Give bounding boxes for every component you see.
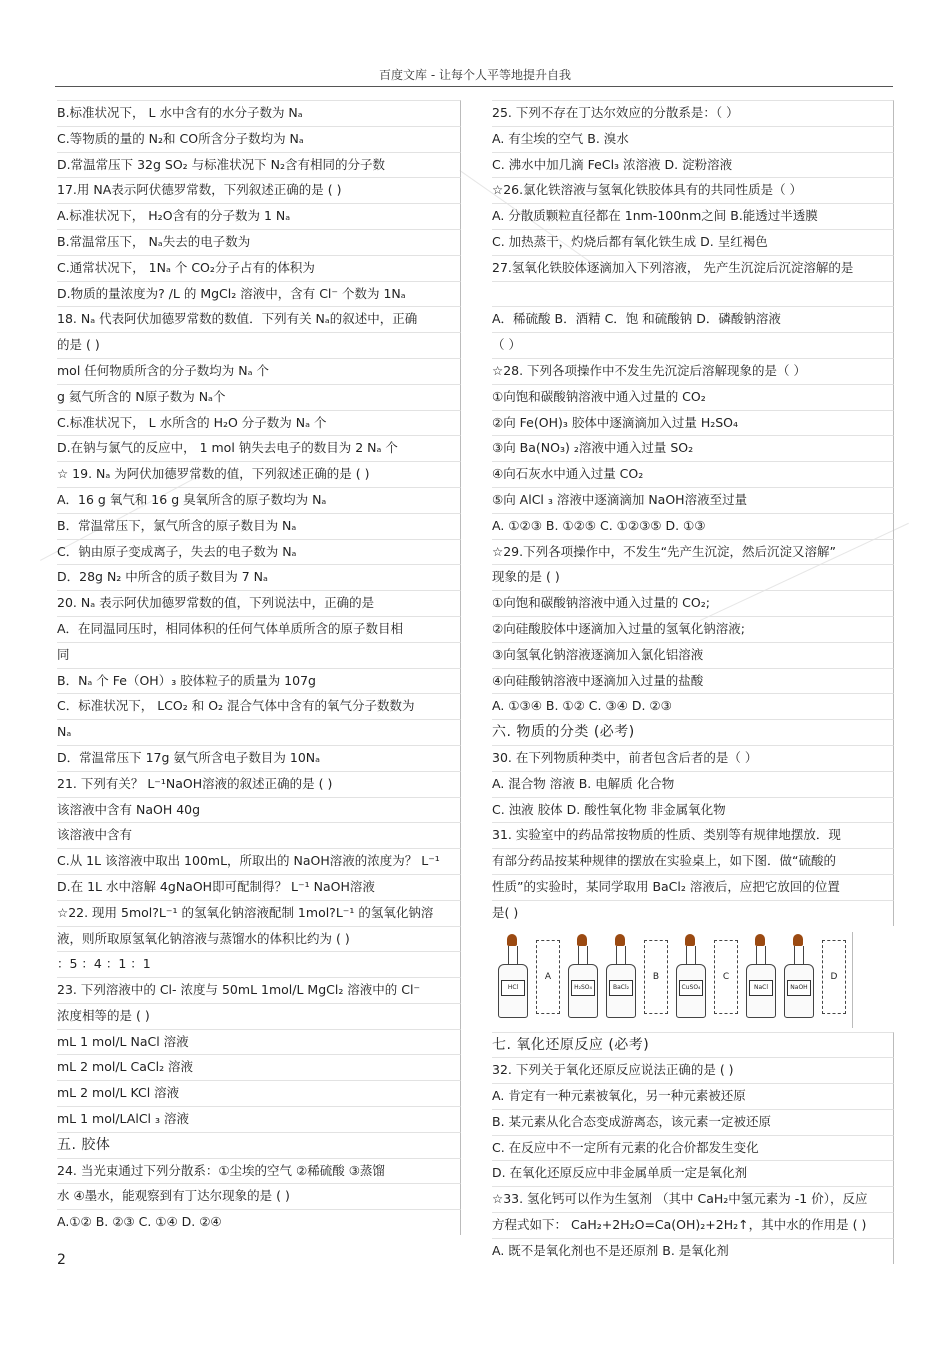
text-line: B.常温常压下， Nₐ失去的电子数为 [57,229,461,255]
text-line: C.标准状况下， L 水所含的 H₂O 分子数为 Nₐ 个 [57,410,461,436]
text-line: C．标准状况下， LCO₂ 和 O₂ 混合气体中含有的氧气分子数数为 [57,693,461,719]
text-line: C.等物质的量的 N₂和 CO所含分子数均为 Nₐ [57,126,461,152]
text-line: C.通常状况下， 1Nₐ 个 CO₂分子占有的体积为 [57,255,461,281]
reagent-bottle [744,934,776,1018]
text-line: ：5 ：4 ：1 ：1 [57,951,461,977]
text-line: B．常温常压下，氯气所含的原子数目为 Nₐ [57,513,461,539]
reagent-bottle [566,934,598,1018]
text-line: 20. Nₐ 表示阿伏加德罗常数的值，下列说法中，正确的是 [57,590,461,616]
text-line: 27.氢氧化铁胶体逐滴加入下列溶液， 先产生沉淀后沉淀溶解的是 [492,255,894,281]
text-line: ③向氢氧化钠溶液逐滴加入氯化铝溶液 [492,642,894,668]
text-line: A. 混合物 溶液 B. 电解质 化合物 [492,771,894,797]
empty-slot: B [644,940,668,1014]
text-line: ③向 Ba(NO₃) ₂溶液中通入过量 SO₂ [492,435,894,461]
text-line: 五. 胶体 [57,1132,461,1158]
text-line: ☆28. 下列各项操作中不发生先沉淀后溶解现象的是（ ） [492,358,894,384]
reagent-bottle [674,934,706,1018]
text-line: 的是 ( ) [57,332,461,358]
text-line: mL 2 mol/L CaCl₂ 溶液 [57,1054,461,1080]
text-line: A. ①③④ B. ①② C. ③④ D. ②③ [492,693,894,719]
text-line: C. 加热蒸干，灼烧后都有氧化铁生成 D. 呈红褐色 [492,229,894,255]
text-line: ☆29.下列各项操作中，不发生“先产生沉淀，然后沉淀又溶解” [492,539,894,565]
text-line: D.常温常压下 32g SO₂ 与标准状况下 N₂含有相同的分子数 [57,152,461,178]
text-line: 21. 下列有关？ L⁻¹NaOH溶液的叙述正确的是 ( ) [57,771,461,797]
text-line: ☆33. 氢化钙可以作为生氢剂 （其中 CaH₂中氢元素为 -1 价），反应 [492,1186,894,1212]
dropper-cap-icon [755,934,765,946]
text-line: A.①② B. ②③ C. ①④ D. ②④ [57,1209,461,1235]
text-line: A. 有尘埃的空气 B. 溴水 [492,126,894,152]
text-line: D. 在氧化还原反应中非金属单质一定是氧化剂 [492,1160,894,1186]
text-line: g 氦气所含的 N原子数为 Nₐ个 [57,384,461,410]
text-line: 七. 氧化还原反应 (必考) [492,1032,894,1058]
text-line: D.在 1L 水中溶解 4gNaOH即可配制得？ L⁻¹ NaOH溶液 [57,874,461,900]
text-line: C. 在反应中不一定所有元素的化合价都发生变化 [492,1135,894,1161]
bottle-neck [508,946,518,965]
text-line: mol 任何物质所含的分子数均为 Nₐ 个 [57,358,461,384]
text-line: D.物质的量浓度为? /L 的 MgCl₂ 溶液中，含有 Cl⁻ 个数为 1Nₐ [57,281,461,307]
text-line: ☆26.氯化铁溶液与氢氧化铁胶体具有的共同性质是（ ） [492,177,894,203]
text-line: mL 1 mol/L NaCl 溶液 [57,1029,461,1055]
text-line: Nₐ [57,719,461,745]
page-number: 2 [57,1252,66,1268]
bottle-label: NaCl [749,980,773,996]
text-line: C.从 1L 该溶液中取出 100mL，所取出的 NaOH溶液的浓度为？ L⁻¹ [57,848,461,874]
bottle-neck [616,946,626,965]
text-line: ☆22. 现用 5mol?L⁻¹ 的氢氧化钠溶液配制 1mol?L⁻¹ 的氢氧化钠溶 [57,900,461,926]
text-line: C. 沸水中加几滴 FeCl₃ 浓溶液 D. 淀粉溶液 [492,152,894,178]
reagent-bottle [496,934,528,1018]
text-line: ⑤向 AlCl ₃ 溶液中逐滴滴加 NaOH溶液至过量 [492,487,894,513]
bottle-label: NaOH [787,980,811,996]
reagent-shelf-figure [492,932,853,1028]
text-line: A. 分散质颗粒直径都在 1nm-100nm之间 B.能透过半透膜 [492,203,894,229]
text-line: A. ①②③ B. ①②⑤ C. ①②③⑤ D. ①③ [492,513,894,539]
text-line: B．Nₐ 个 Fe（OH）₃ 胶体粒子的质量为 107g [57,668,461,694]
text-line: ④向硅酸钠溶液中逐滴加入过量的盐酸 [492,668,894,694]
text-line: 浓度相等的是 ( ) [57,1003,461,1029]
text-line: A．16 g 氧气和 16 g 臭氧所含的原子数均为 Nₐ [57,487,461,513]
page-header: 百度文库 - 让每个人平等地提升自我 [379,68,571,82]
text-line: D.在钠与氯气的反应中， 1 mol 钠失去电子的数目为 2 Nₐ 个 [57,435,461,461]
text-line: A．稀硫酸 B．酒精 C．饱 和硫酸钠 D．磷酸钠溶液 [492,306,894,332]
reagent-bottle [604,934,636,1018]
bottle-neck [756,946,766,965]
text-line: A.标准状况下， H₂O含有的分子数为 1 Nₐ [57,203,461,229]
right-column [492,100,894,1264]
bottle-neck [794,946,804,965]
bottle-neck [578,946,588,965]
dropper-cap-icon [685,934,695,946]
text-line: 17.用 NA表示阿伏德罗常数，下列叙述正确的是 ( ) [57,177,461,203]
bottle-neck [686,946,696,965]
dropper-cap-icon [615,934,625,946]
text-line: 32. 下列关于氧化还原反应说法正确的是 ( ) [492,1057,894,1083]
text-line: C．钠由原子变成离子，失去的电子数为 Nₐ [57,539,461,565]
bottle-label: H₂SO₄ [571,980,595,996]
empty-slot: D [822,940,846,1014]
text-line: 23. 下列溶液中的 Cl- 浓度与 50mL 1mol/L MgCl₂ 溶液中的 Cl⁻ [57,977,461,1003]
text-line [492,281,894,307]
text-line: 性质”的实验时，某同学取用 BaCl₂ 溶液后，应把它放回的位置 [492,874,894,900]
text-line: 是( ) [492,900,894,926]
dropper-cap-icon [793,934,803,946]
text-line: C. 浊液 胶体 D. 酸性氧化物 非金属氧化物 [492,797,894,823]
text-line: A. 肯定有一种元素被氧化，另一种元素被还原 [492,1083,894,1109]
dropper-cap-icon [577,934,587,946]
dropper-cap-icon [507,934,517,946]
reagent-bottle [782,934,814,1018]
text-line: 18. Nₐ 代表阿伏加德罗常数的数值．下列有关 Nₐ的叙述中，正确 [57,306,461,332]
text-line: 有部分药品按某种规律的摆放在实验桌上，如下图．做“硫酸的 [492,848,894,874]
text-line: A．在同温同压时，相同体积的任何气体单质所含的原子数目相 [57,616,461,642]
text-line: D．常温常压下 17g 氨气所含电子数目为 10Nₐ [57,745,461,771]
text-line: A. 既不是氧化剂也不是还原剂 B. 是氧化剂 [492,1238,894,1264]
text-line: 液，则所取原氢氧化钠溶液与蒸馏水的体积比约为 ( ) [57,926,461,952]
bottle-label: CuSO₄ [679,980,703,996]
text-line: ④向石灰水中通入过量 CO₂ [492,461,894,487]
text-line: ②向硅酸胶体中逐滴加入过量的氢氧化钠溶液; [492,616,894,642]
text-line: mL 2 mol/L KCl 溶液 [57,1080,461,1106]
text-line: 六. 物质的分类 (必考) [492,719,894,745]
left-column [57,100,461,1235]
bottle-label: HCl [501,980,525,996]
text-line: B.标准状况下， L 水中含有的水分子数为 Nₐ [57,100,461,126]
text-line: B. 某元素从化合态变成游离态，该元素一定被还原 [492,1109,894,1135]
bottle-label: BaCl₂ [609,980,633,996]
text-line: 水 ④墨水，能观察到有丁达尔现象的是 ( ) [57,1183,461,1209]
text-line: 25. 下列不存在丁达尔效应的分散系是：（ ） [492,100,894,126]
text-line: 现象的是 ( ) [492,564,894,590]
text-line: 30. 在下列物质种类中，前者包含后者的是（ ） [492,745,894,771]
text-line: （ ） [492,332,894,358]
empty-slot: C [714,940,738,1014]
text-line: 24. 当光束通过下列分散系：①尘埃的空气 ②稀硫酸 ③蒸馏 [57,1158,461,1184]
text-line: ②向 Fe(OH)₃ 胶体中逐滴滴加入过量 H₂SO₄ [492,410,894,436]
text-line: 方程式如下： CaH₂+2H₂O=Ca(OH)₂+2H₂↑，其中水的作用是 ( ) [492,1212,894,1238]
text-line: D．28g N₂ 中所含的质子数目为 7 Nₐ [57,564,461,590]
empty-slot: A [536,940,560,1014]
text-line: 该溶液中含有 [57,822,461,848]
text-line: ①向饱和碳酸钠溶液中通入过量的 CO₂ [492,384,894,410]
text-line: ①向饱和碳酸钠溶液中通入过量的 CO₂; [492,590,894,616]
text-line: ☆ 19. Nₐ 为阿伏加德罗常数的值，下列叙述正确的是 ( ) [57,461,461,487]
text-line: 同 [57,642,461,668]
text-line: mL 1 mol/LAlCl ₃ 溶液 [57,1106,461,1132]
text-line: 31. 实验室中的药品常按物质的性质、类别等有规律地摆放．现 [492,822,894,848]
text-line: 该溶液中含有 NaOH 40g [57,797,461,823]
header-rule [55,86,893,87]
